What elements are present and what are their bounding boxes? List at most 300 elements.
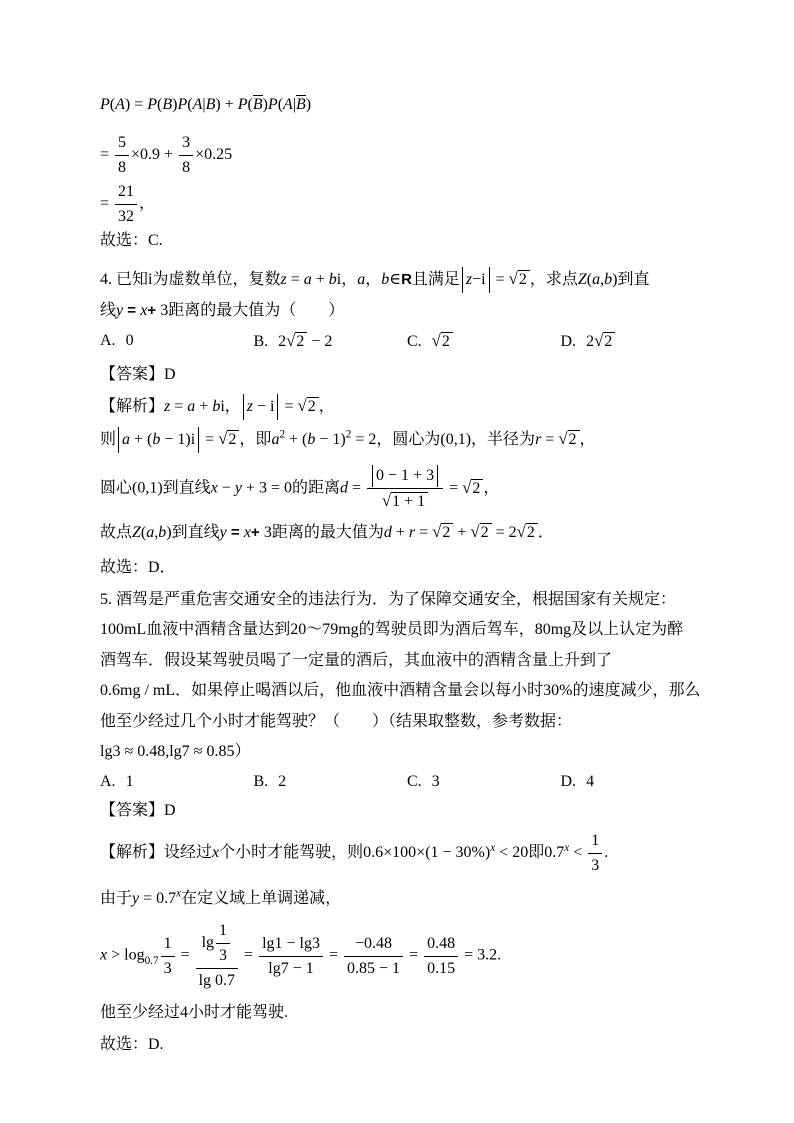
radical-icon: √	[558, 429, 568, 448]
q5-analysis-line-3	[100, 920, 714, 992]
math-text: )	[262, 96, 268, 113]
math-variable: B	[252, 96, 263, 113]
text-run: 故选：D.	[100, 1036, 164, 1053]
math-text: 5	[118, 134, 127, 151]
text-run: 血液中酒精含量达到	[146, 621, 291, 638]
q3-solution-formula	[100, 92, 714, 118]
math-text: 2	[345, 428, 352, 441]
math-text: =	[541, 431, 559, 448]
math-text: 1	[125, 773, 134, 790]
text-run: 距离的最大值为（ ）	[168, 302, 345, 319]
option-d	[561, 328, 715, 355]
bold-operator: =	[226, 524, 244, 541]
math-variable: z	[280, 271, 287, 288]
math-variable: A	[115, 96, 125, 113]
q5-stem-line-2	[100, 617, 714, 643]
option-label: B.	[253, 773, 269, 790]
text-run: 【答案】D	[100, 802, 176, 819]
math-text: 2	[568, 431, 577, 448]
math-text: lg7 − 1	[268, 959, 314, 977]
math-text: 0.48	[427, 934, 456, 952]
math-text: +	[311, 271, 329, 288]
math-text: +	[195, 398, 213, 415]
math-text: =	[405, 946, 423, 964]
text-run: 【解析】	[100, 398, 165, 415]
q4-analysis-line-4	[100, 519, 714, 546]
math-text: 1	[219, 922, 228, 939]
math-variable: r	[535, 431, 542, 448]
math-text: (	[157, 96, 163, 113]
math-text: 3	[591, 857, 600, 874]
radical-icon: √	[462, 477, 472, 497]
math-text: =	[491, 271, 509, 288]
radical-icon: √	[508, 269, 518, 288]
radical-icon: √	[297, 396, 307, 415]
numerator	[179, 132, 193, 156]
absolute-value	[118, 427, 199, 453]
q3-solution-step-2	[100, 132, 714, 179]
math-text: =	[100, 195, 114, 213]
radicand	[227, 430, 239, 449]
math-variable: Z	[577, 271, 587, 288]
denominator	[161, 957, 175, 980]
text-run: 的速度减少，那么	[572, 682, 701, 699]
math-text: ,	[600, 271, 605, 288]
math-text: −i	[472, 271, 486, 288]
overline	[296, 95, 306, 114]
numerator	[424, 933, 458, 957]
math-variable: x	[140, 302, 148, 319]
math-text: 0.6mg / mL	[100, 682, 176, 699]
q5-conclusion	[100, 1032, 714, 1058]
math-text: lg3 ≈ 0.48,lg7 ≈ 0.85	[100, 743, 235, 760]
math-text: − 2	[307, 333, 333, 350]
fraction	[424, 933, 458, 980]
math-variable: A	[283, 96, 293, 113]
option-b	[254, 328, 408, 355]
square-root	[462, 475, 483, 502]
fraction	[161, 933, 175, 980]
square-root	[594, 328, 615, 355]
math-text: +	[453, 524, 471, 541]
fraction	[588, 830, 602, 877]
text-run: 到直线	[162, 479, 211, 497]
math-text: 2	[296, 333, 305, 350]
fraction	[367, 465, 443, 513]
option-b	[254, 769, 408, 795]
q3-conclusion	[100, 228, 714, 254]
q5-analysis-line-4	[100, 1000, 714, 1026]
math-text: (	[277, 96, 284, 113]
option-d	[561, 769, 715, 795]
q5-options	[100, 769, 714, 795]
math-variable: A	[192, 96, 203, 113]
math-text: − 1)i	[160, 431, 196, 448]
radical-icon: √	[286, 331, 296, 350]
fraction	[115, 181, 137, 228]
math-variable: z	[164, 398, 171, 415]
math-text: + (	[130, 431, 153, 448]
radicand	[568, 430, 580, 449]
square-root	[517, 519, 538, 546]
math-text: +	[391, 524, 409, 541]
square-root	[298, 393, 319, 420]
numerator	[216, 920, 230, 944]
math-text: |	[292, 96, 297, 113]
math-variable: x	[100, 946, 108, 964]
math-text: = 2	[351, 431, 377, 448]
math-text: 100mL	[100, 621, 147, 638]
math-variable: y	[219, 524, 227, 541]
math-text: =	[201, 431, 219, 448]
text-run: 即	[528, 844, 545, 862]
radical-icon: √	[594, 331, 604, 350]
math-variable: r	[408, 524, 416, 541]
square-root	[382, 490, 428, 513]
q4-options	[100, 328, 714, 355]
denominator	[259, 957, 323, 980]
math-text: 32	[118, 208, 135, 225]
text-run: 个小时才能驾驶，则	[219, 844, 364, 862]
math-text: =	[325, 946, 343, 964]
denominator	[424, 957, 458, 980]
math-text: =	[176, 946, 194, 964]
math-text: = 3.2	[460, 946, 498, 964]
text-run: ，	[579, 431, 596, 448]
math-variable: B	[205, 96, 216, 113]
radical-icon: √	[432, 522, 442, 541]
math-text: 80mg	[534, 621, 572, 638]
q5-stem-line-5	[100, 709, 714, 735]
q4-conclusion	[100, 555, 714, 581]
math-text: 0.7	[544, 844, 565, 862]
text-run: 由于	[100, 890, 133, 907]
overline	[253, 95, 263, 114]
text-run: 圆心	[100, 479, 133, 497]
bold-operator: +	[250, 524, 264, 541]
math-text: 2	[604, 333, 613, 350]
option-label: C.	[407, 333, 422, 350]
math-text: 2	[228, 431, 237, 448]
math-text: .	[604, 844, 609, 862]
math-text: ) +	[215, 96, 238, 113]
math-text: 3	[163, 959, 172, 977]
radicand	[526, 523, 538, 542]
math-variable: x	[243, 524, 251, 541]
fraction	[216, 920, 230, 967]
radical-icon: √	[381, 491, 392, 510]
bold-operator: =	[123, 302, 141, 319]
math-variable: a	[357, 271, 366, 288]
math-text: i，	[220, 398, 241, 415]
text-run: 他至少经过4小时才能驾驶.	[100, 1004, 289, 1021]
math-text: 0.6×100×(1 − 30%)	[363, 844, 491, 862]
math-variable: x	[176, 887, 182, 900]
q5-stem-line-4	[100, 678, 714, 704]
math-variable: b	[158, 524, 167, 541]
math-text: −0.48	[355, 934, 393, 952]
math-text: 30%	[543, 682, 573, 699]
math-text: 2	[279, 428, 286, 441]
text-run: ，	[483, 479, 500, 497]
math-text: =	[240, 946, 258, 964]
numerator	[344, 933, 403, 957]
math-text: lg	[201, 934, 215, 952]
math-text: (	[140, 524, 147, 541]
math-text: )	[172, 96, 178, 113]
radical-icon: √	[218, 429, 228, 448]
numerator	[115, 181, 137, 205]
text-run: 线	[100, 302, 117, 319]
math-text: 2	[480, 524, 489, 541]
q5-stem-line-6	[100, 739, 714, 765]
math-variable: x	[212, 844, 220, 862]
option-label: D.	[560, 773, 577, 790]
math-text: 2	[278, 333, 287, 350]
math-variable: B	[162, 96, 173, 113]
absolute-value	[462, 267, 490, 293]
denominator	[179, 156, 193, 179]
math-text: 8	[118, 159, 127, 176]
numerator	[367, 465, 443, 489]
math-text: ,	[154, 524, 159, 541]
radical-icon: √	[470, 522, 480, 541]
math-text: (	[586, 271, 593, 288]
math-text: =	[100, 146, 114, 164]
math-text: 3	[431, 773, 440, 790]
math-text: 2	[518, 271, 527, 288]
math-variable: P	[237, 96, 248, 113]
q4-stem-line-2	[100, 298, 714, 324]
math-variable: y	[132, 890, 140, 907]
text-run: 的驾驶员即为酒后驾车，	[358, 621, 535, 638]
math-text: =	[280, 398, 298, 415]
absolute-value	[372, 465, 438, 487]
bold-operator: +	[147, 302, 161, 319]
math-variable: a	[592, 271, 601, 288]
math-text: + 3 = 0	[241, 479, 292, 497]
math-text: −	[217, 479, 235, 497]
q5-analysis-line-2	[100, 886, 714, 912]
math-text: − i	[253, 398, 275, 415]
math-text: < 20	[495, 844, 529, 862]
fraction	[196, 920, 238, 992]
math-text: ×0.25	[195, 146, 233, 164]
q5-stem-line-1	[100, 587, 714, 613]
math-text: 20～79mg	[290, 621, 359, 638]
radicand	[441, 523, 453, 542]
math-variable: d	[383, 524, 392, 541]
text-run: 及以上认定为醉	[571, 621, 684, 638]
math-text: i，	[336, 271, 358, 288]
math-text: 2	[307, 398, 316, 415]
denominator	[115, 156, 129, 179]
math-text: )	[305, 96, 312, 113]
math-text: =	[348, 479, 366, 497]
math-text: 2	[441, 333, 450, 350]
radicand	[441, 332, 453, 351]
q4-stem-line-1	[100, 266, 714, 293]
math-text: > log	[107, 946, 145, 964]
square-root	[218, 426, 239, 453]
math-variable: a	[146, 524, 155, 541]
math-variable: z	[465, 271, 473, 288]
math-text: 3	[219, 947, 228, 964]
math-variable: x	[490, 841, 496, 854]
square-root	[509, 266, 530, 293]
denominator	[344, 957, 403, 980]
q4-analysis-line-1	[100, 393, 714, 420]
math-text: =	[415, 524, 433, 541]
option-a	[100, 328, 254, 355]
math-text: 4	[586, 773, 595, 790]
text-run: 酒驾车．假设某驾驶员喝了一定量的酒后，其血液中的酒精含量上升到了	[100, 652, 613, 669]
math-variable: b	[212, 398, 221, 415]
text-run: 4. 已知i为虚数单位，复数	[100, 271, 281, 288]
radical-icon: √	[431, 331, 441, 350]
math-text: =	[286, 271, 304, 288]
math-variable: B	[296, 96, 306, 113]
math-text: 2	[472, 479, 481, 497]
option-label: D.	[560, 333, 577, 350]
math-text: lg 0.7	[198, 972, 236, 989]
math-text: ，	[139, 195, 156, 213]
math-variable: a	[187, 398, 196, 415]
text-run: 且满足	[411, 271, 460, 288]
text-run: 【解析】设经过	[100, 844, 213, 862]
text-run: 到直	[617, 271, 650, 288]
fraction	[344, 933, 403, 980]
q5-stem-line-3	[100, 648, 714, 674]
math-variable: a	[271, 431, 280, 448]
math-variable: a	[303, 271, 312, 288]
option-label: B.	[253, 333, 269, 350]
absolute-value	[243, 394, 279, 420]
option-label: C.	[407, 773, 422, 790]
text-run: 故选：C.	[100, 232, 163, 249]
math-text: = 2	[491, 524, 517, 541]
denominator	[115, 205, 137, 228]
numerator	[259, 933, 323, 957]
math-text: <	[569, 844, 587, 862]
text-run: ．	[537, 524, 554, 541]
text-run: ）	[234, 743, 251, 760]
math-variable: P	[177, 96, 188, 113]
q4-analysis-line-3	[100, 465, 714, 513]
math-text: 1	[163, 934, 172, 952]
text-run: ，圆心为	[376, 431, 441, 448]
math-text: = 0.7	[139, 890, 177, 907]
math-variable: b	[307, 431, 316, 448]
option-a	[100, 769, 254, 795]
option-c	[407, 769, 561, 795]
math-text: 2	[586, 333, 595, 350]
math-text: (	[247, 96, 253, 113]
subscript	[145, 955, 159, 967]
math-text: (0,1)	[440, 431, 472, 448]
math-text: 0	[125, 332, 134, 349]
math-text: 0.15	[427, 959, 456, 977]
text-run: 他至少经过几个小时才能驾驶？（ ）（结果取整数，参考数据：	[100, 713, 573, 730]
math-variable: b	[381, 271, 390, 288]
radicand	[480, 523, 492, 542]
math-text: )	[166, 524, 172, 541]
denominator	[588, 854, 602, 877]
numerator	[115, 132, 129, 156]
text-run: 故点	[100, 524, 133, 541]
math-variable: a	[122, 431, 131, 448]
text-run: 到直线	[171, 524, 220, 541]
math-text: (0,1)	[132, 479, 163, 497]
square-root	[470, 519, 491, 546]
text-run: ．如果停止喝酒以后，他血液中酒精含量会以每小时	[175, 682, 544, 699]
radicand	[471, 479, 483, 498]
math-text: 2	[442, 524, 451, 541]
math-text: ∈	[389, 271, 402, 288]
math-variable: x	[564, 841, 570, 854]
text-run: 5. 酒驾是严重危害交通安全的违法行为．为了保障交通安全，根据国家有关规定：	[100, 591, 677, 608]
q5-analysis-line-1	[100, 830, 714, 877]
fraction	[115, 132, 129, 179]
text-run: 在定义域上单调递减，	[181, 890, 342, 907]
math-text: 3	[263, 524, 272, 541]
square-root	[558, 426, 579, 453]
math-variable: b	[152, 431, 161, 448]
math-text: 0 − 1 + 3	[376, 467, 435, 484]
math-variable: b	[604, 271, 613, 288]
radicand	[518, 270, 530, 289]
math-text: ×0.9 +	[131, 146, 178, 164]
numerator	[196, 920, 238, 969]
math-text: 0.7	[144, 954, 159, 967]
math-variable: Z	[132, 524, 141, 541]
math-variable: P	[100, 96, 110, 113]
text-run: 距离的最大值为	[271, 524, 384, 541]
radicand	[307, 397, 319, 416]
square-root	[432, 519, 453, 546]
math-text: 3	[160, 302, 169, 319]
math-variable: x	[210, 479, 218, 497]
square-root	[286, 328, 307, 355]
denominator	[367, 489, 443, 513]
text-run: ，半径为	[471, 431, 536, 448]
option-label: A.	[100, 773, 116, 790]
text-run: ，求点	[529, 271, 578, 288]
math-text: 8	[182, 159, 191, 176]
radicand	[391, 492, 428, 511]
q3-solution-step-3	[100, 181, 714, 228]
text-run: 的距离	[291, 479, 340, 497]
bold-operator: R	[401, 271, 412, 288]
math-text: 0.85 − 1	[347, 959, 401, 977]
math-text: 3	[182, 134, 191, 151]
text-run: ，即	[239, 431, 272, 448]
square-root	[432, 328, 453, 355]
math-text: )	[612, 271, 618, 288]
option-label: A.	[100, 332, 116, 349]
fraction	[179, 132, 193, 179]
denominator	[216, 944, 230, 967]
math-text: (	[109, 96, 116, 113]
math-text: − 1)	[315, 431, 346, 448]
text-run: ，	[365, 271, 382, 288]
math-variable: P	[147, 96, 158, 113]
q5-answer	[100, 798, 714, 824]
q4-answer	[100, 362, 714, 388]
math-text: .	[497, 946, 502, 964]
radical-icon: √	[516, 522, 526, 541]
math-text: |	[202, 96, 206, 113]
